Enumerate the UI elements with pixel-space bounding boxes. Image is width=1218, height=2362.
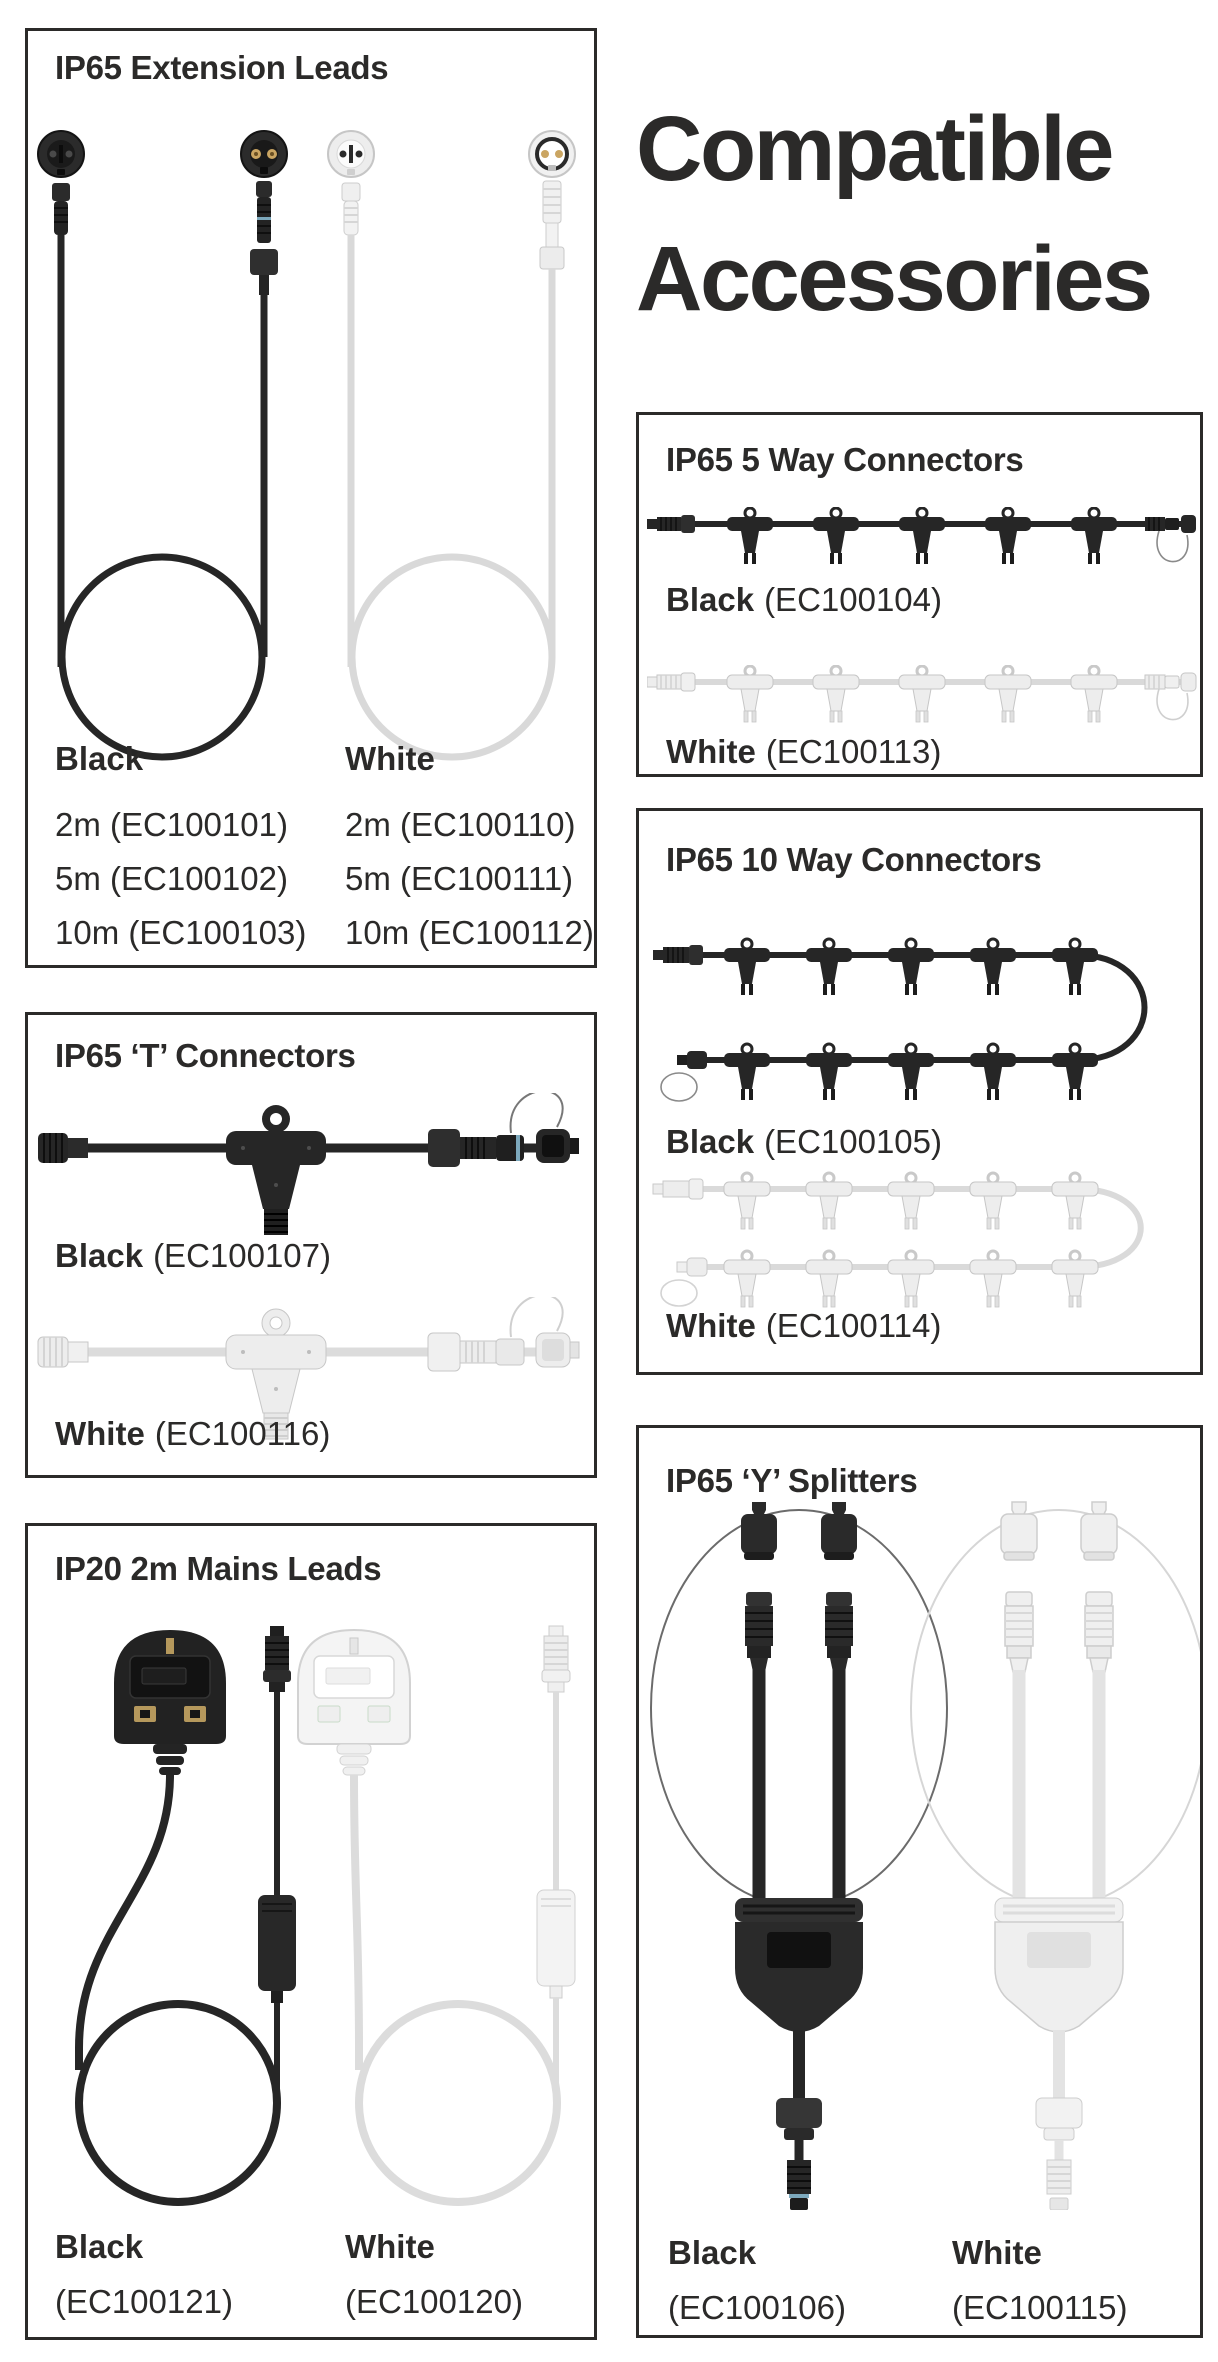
section-mains-leads — [25, 1523, 597, 2340]
section-title: IP65 5 Way Connectors — [666, 441, 1024, 478]
extension-leads-black-column — [55, 740, 306, 960]
ten-way-white-illustration — [647, 1169, 1197, 1319]
variant-code: (EC100121) — [55, 2283, 233, 2320]
variant-name: Black — [55, 1237, 144, 1274]
variant-name: White — [55, 1415, 145, 1452]
variant-name: White — [666, 1307, 756, 1344]
five-way-black-illustration — [647, 507, 1197, 587]
variant-label — [666, 581, 942, 619]
variant-name: White — [345, 2228, 435, 2265]
variant-code: (EC100120) — [345, 2283, 523, 2320]
section-title: IP20 2m Mains Leads — [55, 1550, 382, 1587]
variant-code: (EC100114) — [765, 1307, 942, 1344]
section-five-way-connectors — [636, 412, 1203, 777]
section-title: IP65 ‘Y’ Splitters — [666, 1462, 918, 1499]
variant-label — [55, 1415, 330, 1453]
page-title-line1: Compatible — [636, 98, 1112, 200]
variant-name: White — [666, 733, 756, 770]
section-extension-leads — [25, 28, 597, 968]
list-item: 5m (EC100111) — [345, 860, 574, 897]
extension-leads-white-column — [345, 740, 594, 960]
variant-code: (EC100115) — [952, 2289, 1128, 2326]
list-item: 10m (EC100112) — [345, 914, 594, 951]
section-ten-way-connectors — [636, 808, 1203, 1375]
section-y-splitters — [636, 1425, 1203, 2338]
ten-way-black-illustration — [647, 923, 1197, 1113]
variant-label — [666, 1123, 942, 1161]
section-title: IP65 ‘T’ Connectors — [55, 1037, 356, 1074]
list-item: 5m (EC100102) — [55, 860, 288, 897]
variant-name: Black — [55, 2228, 144, 2265]
variant-code: (EC100107) — [153, 1237, 332, 1274]
section-t-connectors — [25, 1012, 597, 1478]
variant-name: Black — [666, 581, 755, 618]
variant-name: White — [345, 740, 435, 777]
variant-label — [666, 733, 941, 771]
list-item: 10m (EC100103) — [55, 914, 307, 951]
t-connector-black-illustration — [36, 1093, 586, 1243]
variant-name: White — [952, 2234, 1042, 2271]
section-title: IP65 10 Way Connectors — [666, 841, 1042, 878]
variant-code: (EC100104) — [764, 581, 943, 618]
page-title-line2: Accessories — [636, 228, 1151, 330]
variant-label — [666, 1307, 941, 1345]
variant-name: Black — [666, 1123, 755, 1160]
variant-code: (EC100113) — [765, 733, 942, 770]
extension-leads-illustration — [28, 123, 594, 793]
variant-code: (EC100116) — [154, 1415, 331, 1452]
variant-label — [55, 1237, 331, 1275]
section-title: IP65 Extension Leads — [55, 49, 389, 86]
variant-label — [668, 2234, 846, 2327]
list-item: 2m (EC100110) — [345, 806, 576, 843]
variant-code: (EC100106) — [668, 2289, 846, 2326]
variant-name: Black — [668, 2234, 757, 2271]
y-splitters-illustration — [639, 1498, 1200, 2210]
page-title — [636, 84, 1151, 344]
list-item: 2m (EC100101) — [55, 806, 288, 843]
mains-leads-illustration — [28, 1598, 594, 2238]
variant-label — [55, 2228, 233, 2321]
variant-label — [952, 2234, 1128, 2327]
variant-code: (EC100105) — [764, 1123, 943, 1160]
variant-name: Black — [55, 740, 144, 777]
variant-label — [345, 2228, 523, 2321]
